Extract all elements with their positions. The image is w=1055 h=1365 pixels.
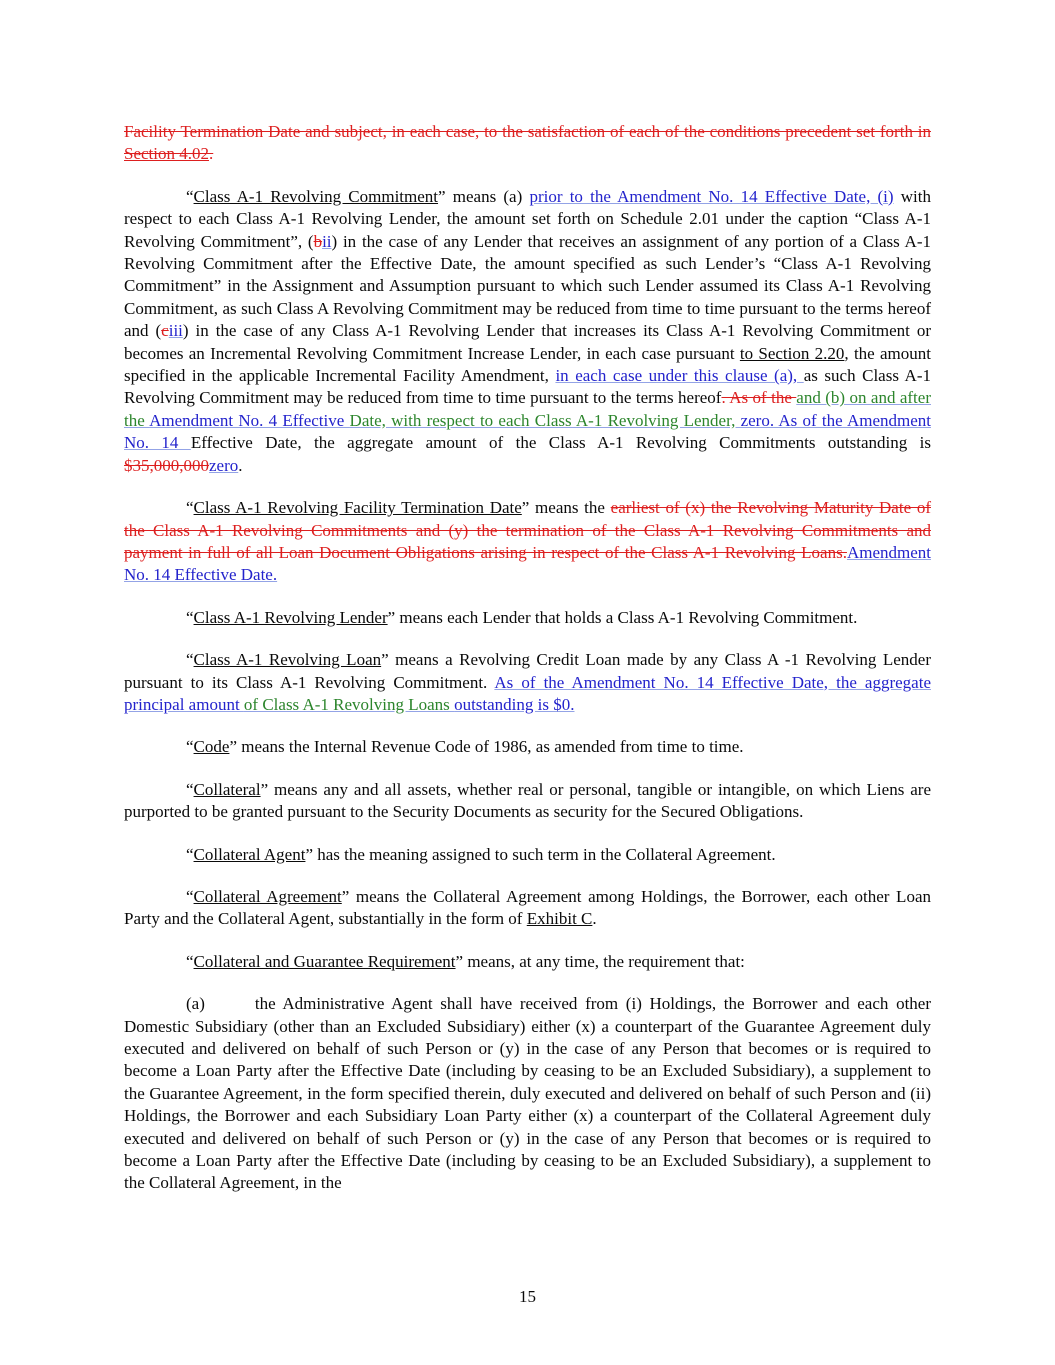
inserted-text: Amendment No. 4 Effective [149,410,350,430]
text-run: ” means the Collateral Agreement among Holdings, the Borrower, each other Loan Party and the Collateral Agent, substantially in the form of [124,886,931,929]
deleted-text: Facility Termination Date and subject, in each case, to the satisfaction of each of the conditions precedent set forth in [124,122,931,141]
inserted-text-alt: and (b) on and after the [124,388,931,430]
text-run: “ [186,844,194,864]
defined-term: Exhibit C [526,909,593,929]
definition-class-a1-revolving-loan [124,649,931,716]
definition-class-a1-revolving-lender [124,607,931,629]
text-run: ) in the case of any Class A-1 Revolving Lender that increases its Class A-1 Revolving Commitment or becomes an Incremental Revolving Commitment Increase Lender, in each case pursuant [124,321,931,363]
definition-class-a1-revolving-commitment [124,186,931,477]
defined-term: Collateral [193,779,261,799]
inserted-text: As of the Amendment No. 14 Effective Date, the aggregate principal amount [124,672,931,714]
carryover-deleted-paragraph [124,121,931,166]
defined-term: Collateral Agent [193,844,306,864]
text-run: the Administrative Agent shall have received from (i) Holdings, the Borrower and each other Domestic Subsidiary (other than an Excluded Subsidiary) either (x) a counterpart of the Guarantee Agreement duly executed and delivered on behalf of such Person or (y) in the case of any Person that becomes or is required to become a Loan Party after the Effective Date (including by ceasing to be an Excluded Subsidiary), a supplement to the Guarantee Agreement, in the form specified therein, duly executed and delivered on behalf of such Person and (ii) Holdings, the Borrower and each Subsidiary Loan Party either (x) a counterpart of the Collateral Agreement duly executed and delivered on behalf of such Person or (y) in the case of any Person that becomes or is required to become a Loan Party after the Effective Date (including by ceasing to be an Excluded Subsidiary), a supplement to the Collateral Agreement, in the [124,994,931,1193]
definition-collateral-and-guarantee-requirement [124,951,931,973]
text-run: ” means a Revolving Credit Loan made by any Class A -1 Revolving Lender pursuant to its Class A-1 Revolving Commitment. [124,650,931,692]
inserted-text-alt: of Class A-1 Revolving Loans [243,694,455,714]
text-run: “ [186,951,194,971]
deleted-text: c [161,321,169,341]
defined-term: Class A-1 Revolving Commitment [193,186,439,206]
deleted-text: . As of the [721,388,797,408]
deleted-text: b [313,231,323,251]
inserted-text: outstanding is $0. [454,694,575,714]
text-run: . [238,455,243,475]
text-run: , the amount specified in the applicable Incremental Facility Amendment, [124,343,932,386]
text-run: “ [186,737,194,757]
text-run: ” means the [521,498,611,518]
document-body [124,121,931,1215]
text-run: ” means, at any time, the requirement that: [455,951,745,971]
defined-term: Class A-1 Revolving Loan [193,650,382,670]
text-run: . [592,909,597,929]
clause-a-administrative-agent [124,993,931,1195]
inserted-text: zero. As of the Amendment No. 14 [124,410,931,453]
defined-term: Class A-1 Revolving Facility Termination Date [193,498,522,518]
deleted-text: Section 4.02 [124,144,209,164]
text-run: with respect to each Class A-1 Revolving Lender, the amount set forth on Schedule 2.01 under the caption “Class A-1 Revolving Commitment”, ( [124,186,931,251]
text-run: Effective Date, the aggregate amount of the Class A-1 Revolving Commitments outstanding is [190,433,931,453]
inserted-text: in each case under this clause (a), [555,366,804,386]
text-run: “ [186,186,194,206]
inserted-text: ii [322,231,332,251]
inserted-text: prior to the Amendment No. 14 Effective Date, (i) [529,186,894,206]
defined-term: Code [193,737,230,757]
page-number: 15 [519,1287,536,1306]
text-run: ” means (a) [438,186,530,206]
text-run: “ [186,498,194,518]
defined-term: Collateral Agreement [193,886,342,906]
text-run: ) in the case of any Lender that receives an assignment of any portion of a Class A-1 Revolving Commitment after the Effective Date, the amount specified as such Lender’s “Class A-1 Revolving Commitment” in the Assignment and Assumption pursuant to which such Lender assumed its Class A-1 Revolving Commitment, as such Class A Revolving Commitment may be reduced from time to time pursuant to the terms hereof and ( [124,231,931,341]
deleted-text: . [209,144,214,164]
deleted-text: earliest of (x) the Revolving Maturity Date of the Class A-1 Revolving Commitments and (y) the termination of the Class A-1 Revolving Commitments and payment in full of all Loan Document Obligations arising in respect of the Class A-1 Revolving Loans. [124,498,931,562]
definition-collateral [124,779,931,824]
deleted-text: $35,000,000 [124,455,209,475]
text-run: “ [186,886,194,906]
text-run: ” means each Lender that holds a Class A-1 Revolving Commitment. [387,607,858,627]
definition-code [124,736,931,758]
definition-collateral-agent [124,844,931,866]
text-run: “ [186,779,194,799]
definition-collateral-agreement [124,886,931,931]
inserted-text: zero [209,455,239,475]
inserted-text-alt: Date, with respect to each Class A-1 Revolving Lender, [349,410,741,430]
inserted-text: Amendment No. 14 Effective Date. [124,542,931,585]
text-run: (a) [186,994,205,1014]
defined-term: Class A-1 Revolving Lender [193,607,388,627]
defined-term: Collateral and Guarantee Requirement [193,951,456,971]
text-run: ” has the meaning assigned to such term in the Collateral Agreement. [305,844,776,864]
text-run: “ [186,607,194,627]
text-run: ” means any and all assets, whether real or personal, tangible or intangible, on which Liens are purported to be granted pursuant to the Security Documents as security for the Secured Obligations. [124,779,931,822]
inserted-text: iii [168,321,183,341]
defined-term: to Section 2.20 [739,343,845,363]
text-run: as such Class A-1 Revolving Commitment may be reduced from time to time pursuant to the terms hereof [124,366,931,408]
text-run: “ [186,650,194,670]
text-run: ” means the Internal Revenue Code of 1986, as amended from time to time. [229,737,744,757]
definition-class-a1-revolving-facility-termination-date [124,497,931,587]
